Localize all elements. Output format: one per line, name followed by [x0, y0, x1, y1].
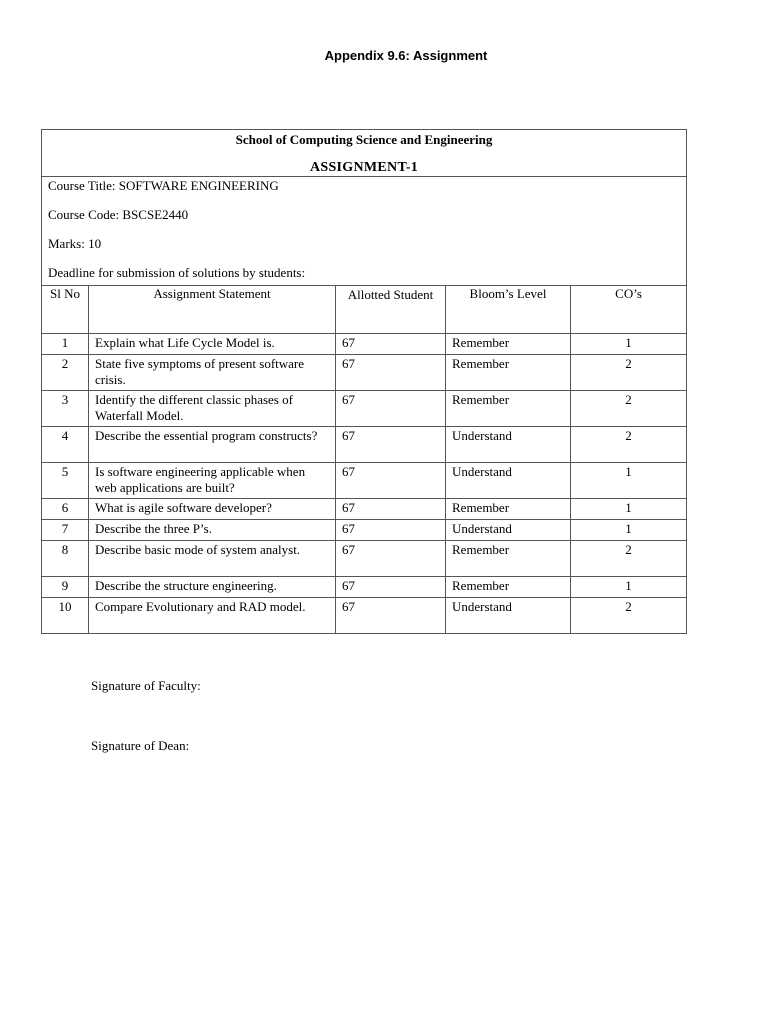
cell-sl: 2 [42, 355, 89, 391]
appendix-title: Appendix 9.6: Assignment [324, 48, 488, 63]
deadline: Deadline for submission of solutions by students: [48, 265, 306, 280]
table-row [42, 520, 687, 541]
cell-statement: Is software engineering applicable when web applications are built? [89, 463, 336, 499]
cell-bloom: Remember [446, 541, 571, 577]
col-header-statement: Assignment Statement [89, 286, 336, 334]
course-info [42, 177, 687, 286]
cell-statement: Compare Evolutionary and RAD model. [89, 598, 336, 634]
cell-co: 2 [571, 391, 687, 427]
cell-sl: 5 [42, 463, 89, 499]
cell-statement: Describe the structure engineering. [89, 577, 336, 598]
table-row [42, 463, 687, 499]
cell-bloom: Understand [446, 598, 571, 634]
col-header-co: CO’s [571, 286, 687, 334]
cell-statement: Describe basic mode of system analyst. [89, 541, 336, 577]
table-row [42, 355, 687, 391]
cell-co: 2 [571, 355, 687, 391]
cell-sl: 10 [42, 598, 89, 634]
cell-statement: Describe the essential program constructs? [89, 427, 336, 463]
course-title: Course Title: SOFTWARE ENGINEERING [48, 178, 279, 193]
cell-allotted: 67 [336, 427, 446, 463]
cell-statement: State five symptoms of present software crisis. [89, 355, 336, 391]
cell-co: 2 [571, 541, 687, 577]
signature-dean: Signature of Dean: [91, 738, 190, 753]
cell-co: 1 [571, 334, 687, 355]
table-row [42, 598, 687, 634]
cell-allotted: 67 [336, 391, 446, 427]
marks: Marks: 10 [48, 236, 102, 251]
cell-sl: 4 [42, 427, 89, 463]
cell-sl: 3 [42, 391, 89, 427]
cell-allotted: 67 [336, 334, 446, 355]
table-row [42, 541, 687, 577]
cell-co: 1 [571, 499, 687, 520]
table-header-cell [42, 130, 687, 177]
table-row [42, 391, 687, 427]
table-body [42, 334, 687, 634]
cell-bloom: Remember [446, 499, 571, 520]
cell-allotted: 67 [336, 499, 446, 520]
assignment-title: ASSIGNMENT-1 [309, 160, 419, 175]
course-code: Course Code: BSCSE2440 [48, 207, 189, 222]
table-row [42, 427, 687, 463]
cell-sl: 1 [42, 334, 89, 355]
column-header-row [42, 286, 687, 334]
cell-bloom: Remember [446, 355, 571, 391]
col-header-allotted: Allotted Student [336, 286, 446, 334]
cell-allotted: 67 [336, 541, 446, 577]
cell-bloom: Remember [446, 334, 571, 355]
cell-co: 2 [571, 427, 687, 463]
school-name: School of Computing Science and Engineering [235, 132, 493, 147]
cell-sl: 7 [42, 520, 89, 541]
table-row [42, 577, 687, 598]
cell-allotted: 67 [336, 577, 446, 598]
col-header-sl: Sl No [42, 286, 89, 334]
cell-allotted: 67 [336, 355, 446, 391]
cell-statement: Identify the different classic phases of Waterfall Model. [89, 391, 336, 427]
cell-statement: Explain what Life Cycle Model is. [89, 334, 336, 355]
cell-statement: Describe the three P’s. [89, 520, 336, 541]
cell-allotted: 67 [336, 598, 446, 634]
cell-sl: 6 [42, 499, 89, 520]
cell-sl: 9 [42, 577, 89, 598]
cell-bloom: Understand [446, 520, 571, 541]
cell-co: 1 [571, 577, 687, 598]
cell-bloom: Remember [446, 391, 571, 427]
cell-co: 1 [571, 463, 687, 499]
signature-faculty: Signature of Faculty: [91, 678, 201, 693]
cell-bloom: Understand [446, 427, 571, 463]
table-row [42, 334, 687, 355]
cell-bloom: Understand [446, 463, 571, 499]
cell-sl: 8 [42, 541, 89, 577]
cell-allotted: 67 [336, 520, 446, 541]
cell-statement: What is agile software developer? [89, 499, 336, 520]
col-header-bloom: Bloom’s Level [446, 286, 571, 334]
cell-co: 1 [571, 520, 687, 541]
assignment-table [41, 129, 687, 634]
table-row [42, 499, 687, 520]
cell-co: 2 [571, 598, 687, 634]
cell-allotted: 67 [336, 463, 446, 499]
cell-bloom: Remember [446, 577, 571, 598]
